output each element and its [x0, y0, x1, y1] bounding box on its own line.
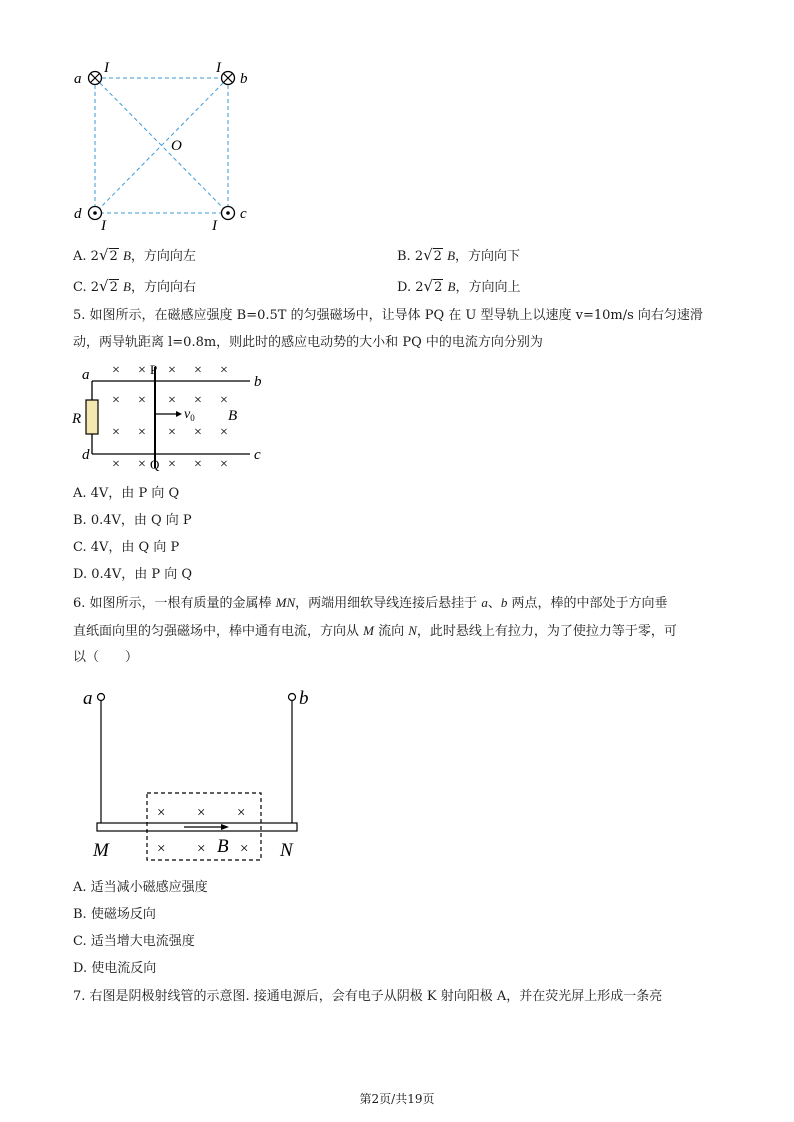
- q4-label-O: O: [171, 138, 182, 154]
- q4-option-a[interactable]: A. 2√2 B，方向向左: [73, 246, 196, 264]
- q5-rail-figure: [70, 360, 270, 475]
- q4-option-d[interactable]: D. 2√2 B，方向向上: [397, 277, 521, 295]
- q6-option-a[interactable]: A. 适当减小磁感应强度: [73, 880, 208, 895]
- q5-velocity-arrowhead-icon: [176, 411, 182, 417]
- q4-label-I-b: I: [216, 60, 221, 76]
- q4-label-I-a: I: [104, 60, 109, 76]
- q5-cross: ×: [220, 393, 228, 408]
- q6-cross: ×: [197, 841, 206, 857]
- q4-label-I-c: I: [212, 218, 217, 230]
- q5-cross: ×: [138, 457, 146, 472]
- q5-label-v-sub: 0: [190, 413, 195, 423]
- q6-point-b-icon: [289, 694, 296, 701]
- q6-label-b: b: [299, 688, 309, 709]
- sqrt-icon: √: [98, 246, 109, 264]
- q5-label-Q: Q: [150, 457, 160, 472]
- q4-label-I-d: I: [101, 218, 106, 230]
- page-footer: 第2页/共19页: [359, 1092, 435, 1106]
- q6-cross: ×: [157, 841, 166, 857]
- q4-label-a: a: [74, 71, 82, 87]
- q6-label-a: a: [83, 688, 93, 709]
- q5-field-crosses: [112, 363, 228, 472]
- q5-cross: ×: [220, 363, 228, 378]
- q6-stem-line3: 以（ ）: [73, 650, 139, 665]
- q6-stem-line1: 6. 如图所示，一根有质量的金属棒 MN，两端用细软导线连接后悬挂于 a、b 两点，棒的中部处于方向垂: [73, 595, 668, 611]
- q5-label-a: a: [82, 367, 90, 383]
- q5-cross: ×: [112, 457, 120, 472]
- q7-stem-line1: 7. 右图是阴极射线管的示意图. 接通电源后，会有电子从阴极 K 射向阳极 A，并在荧光屏上形成一条亮: [73, 989, 663, 1004]
- q6-cross: ×: [237, 805, 246, 821]
- q4-option-c[interactable]: C. 2√2 B，方向向右: [73, 277, 196, 295]
- q5-stem-line1: 5. 如图所示，在磁感应强度 B=0.5T 的匀强磁场中，让导体 PQ 在 U 型导轨上以速度 v=10m/s 向右匀速滑: [73, 308, 703, 323]
- q6-label-B: B: [217, 836, 229, 857]
- q4-square-figure: [70, 60, 260, 230]
- q5-label-b: b: [254, 374, 262, 390]
- q5-cross: ×: [168, 393, 176, 408]
- q5-stem-line2: 动，两导轨距离 l=0.8m，则此时的感应电动势的大小和 PQ 中的电流方向分别为: [73, 335, 543, 350]
- q6-point-a-icon: [98, 694, 105, 701]
- q5-option-c[interactable]: C. 4V，由 Q 向 P: [73, 540, 180, 555]
- q4-wire-a-into-icon: [89, 72, 102, 85]
- q6-cross: ×: [197, 805, 206, 821]
- q5-option-a[interactable]: A. 4V，由 P 向 Q: [73, 486, 180, 501]
- q5-cross: ×: [138, 363, 146, 378]
- q5-label-B: B: [228, 408, 238, 424]
- q5-label-P: P: [150, 362, 158, 377]
- sqrt-icon: √: [423, 277, 434, 295]
- q6-option-c[interactable]: C. 适当增大电流强度: [73, 934, 195, 949]
- q5-label-d: d: [82, 447, 90, 463]
- q6-rod-figure: [80, 680, 320, 870]
- q6-cross: ×: [240, 841, 249, 857]
- q5-cross: ×: [168, 457, 176, 472]
- q4-wire-b-into-icon: [222, 72, 235, 85]
- q5-cross: ×: [168, 425, 176, 440]
- q5-cross: ×: [194, 363, 202, 378]
- q5-cross: ×: [112, 393, 120, 408]
- q4-wire-c-out-icon: [222, 207, 235, 220]
- q5-cross: ×: [194, 393, 202, 408]
- q5-cross: ×: [138, 425, 146, 440]
- q5-label-v: [184, 407, 195, 423]
- q6-option-b[interactable]: B. 使磁场反向: [73, 907, 156, 922]
- q5-cross: ×: [194, 457, 202, 472]
- q6-label-N: N: [280, 840, 293, 861]
- q4-wire-d-out-icon: [89, 207, 102, 220]
- q5-cross: ×: [168, 363, 176, 378]
- q4-label-d: d: [74, 206, 82, 222]
- q5-cross: ×: [220, 425, 228, 440]
- q5-label-R: R: [72, 411, 82, 427]
- q4-option-b[interactable]: B. 2√2 B，方向向下: [397, 246, 521, 264]
- q5-option-d[interactable]: D. 0.4V，由 P 向 Q: [73, 567, 193, 582]
- q6-cross: ×: [157, 805, 166, 821]
- q4-label-b: b: [240, 71, 248, 87]
- q4-label-c: c: [240, 206, 247, 222]
- q5-cross: ×: [112, 425, 120, 440]
- q5-label-c: c: [254, 447, 261, 463]
- q6-stem-line2: 直纸面向里的匀强磁场中，棒中通有电流，方向从 M 流向 N，此时悬线上有拉力，为了使拉力等于零，可: [73, 623, 677, 639]
- q5-cross: ×: [112, 363, 120, 378]
- q6-option-d[interactable]: D. 使电流反向: [73, 961, 157, 976]
- q5-cross: ×: [220, 457, 228, 472]
- q5-option-b[interactable]: B. 0.4V，由 Q 向 P: [73, 513, 192, 528]
- sqrt-icon: √: [423, 246, 433, 264]
- q5-cross: ×: [194, 425, 202, 440]
- q5-cross: ×: [138, 393, 146, 408]
- sqrt-icon: √: [99, 277, 109, 295]
- q6-label-M: M: [93, 840, 109, 861]
- q5-resistor: [86, 400, 98, 434]
- q5-label-v-main: v: [184, 407, 191, 422]
